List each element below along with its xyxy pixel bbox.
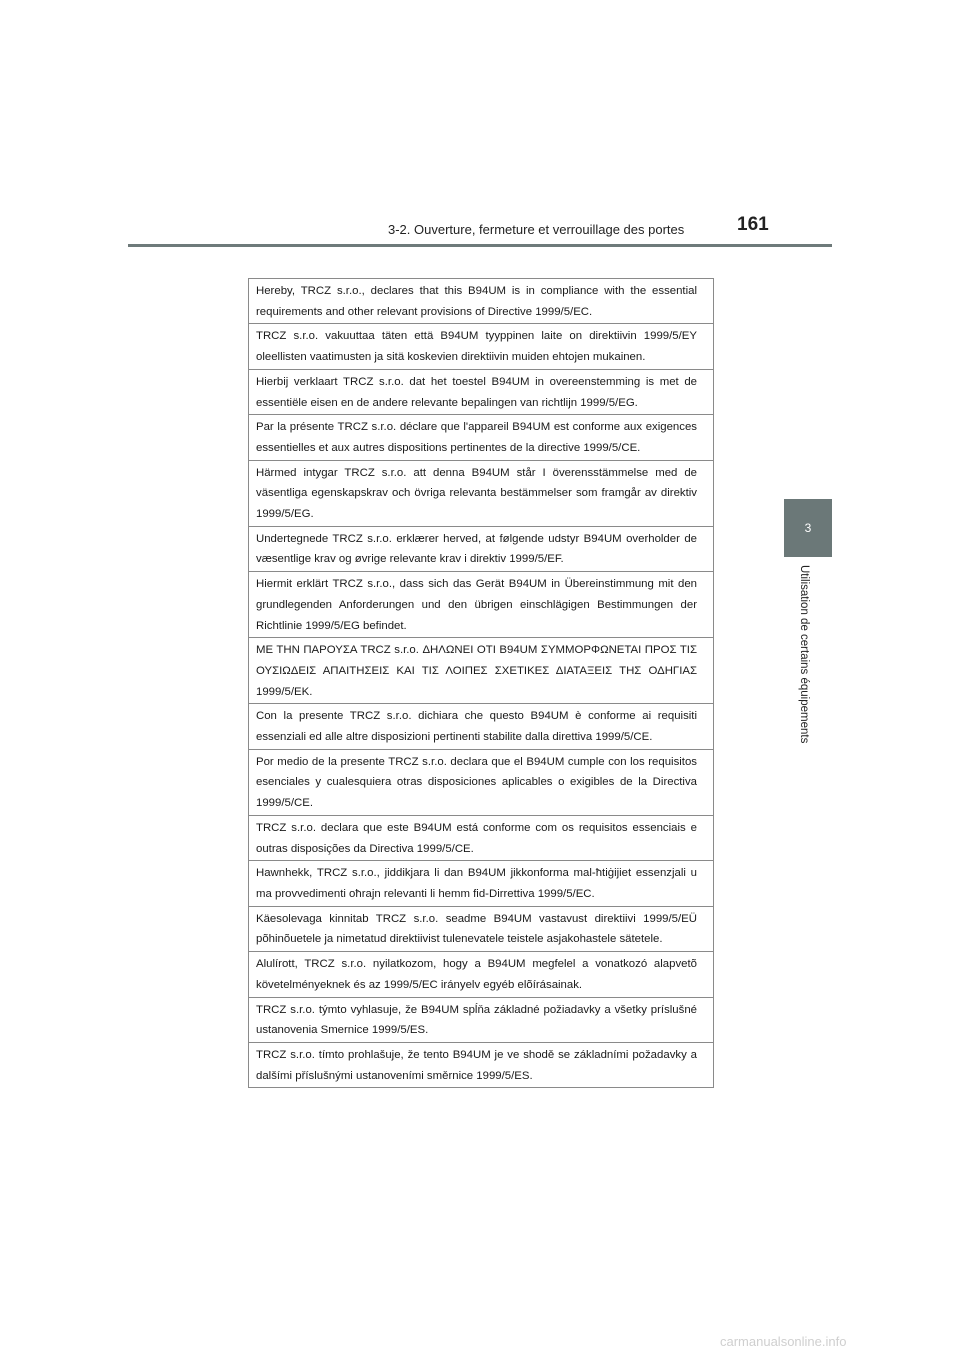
header-divider (128, 244, 832, 247)
chapter-label: Utilisation de certains équipements (798, 565, 810, 744)
page-number: 161 (737, 214, 769, 235)
declaration-row-estonian: Käesolevaga kinnitab TRCZ s.r.o. seadme B94UM vastavust direktiivi 1999/5/EÜ põhinõuetele ja nimetatud direktiivist tulenevatele teistele asjakohastele sätetele. (249, 907, 713, 952)
declaration-row-dutch: Hierbij verklaart TRCZ s.r.o. dat het toestel B94UM in overeenstemming is met de essentiële eisen en de andere relevante bepalingen van richtlijn 1999/5/EG. (249, 370, 713, 415)
chapter-number: 3 (804, 521, 812, 535)
declaration-table (248, 278, 714, 1088)
declaration-row-swedish: Härmed intygar TRCZ s.r.o. att denna B94UM står I överensstämmelse med de väsentliga egenskapskrav och övriga relevanta bestämmelser som framgår av direktiv 1999/5/EG. (249, 461, 713, 527)
declaration-row-czech: TRCZ s.r.o. tímto prohlašuje, že tento B94UM je ve shodě se základními požadavky a dalšími příslušnými ustanoveními směrnice 1999/5/ES. (256, 1048, 697, 1082)
declaration-row-french: Par la présente TRCZ s.r.o. déclare que l'appareil B94UM est conforme aux exigences essentielles et aux autres dispositions pertinentes de la directive 1999/5/CE. (249, 415, 713, 460)
declaration-row-german: Hiermit erklärt TRCZ s.r.o., dass sich das Gerät B94UM in Übereinstimmung mit den grundlegenden Anforderungen und den übrigen einschlägigen Bestimmungen der Richtlinie 1999/5/EG befindet. (249, 572, 713, 638)
watermark: carmanualsonline.info (720, 1334, 847, 1349)
declaration-row-slovak: TRCZ s.r.o. týmto vyhlasuje, že B94UM spĺňa základné požiadavky a všetky príslušné ustanovenia Smernice 1999/5/ES. (249, 998, 713, 1043)
declaration-row-hungarian: Alulírott, TRCZ s.r.o. nyilatkozom, hogy a B94UM megfelel a vonatkozó alapvetõ követelményeknek és az 1999/5/EC irányelv egyéb elõírásainak. (249, 952, 713, 997)
declaration-row-maltese: Hawnhekk, TRCZ s.r.o., jiddikjara li dan B94UM jikkonforma mal-ħtiġijiet essenzjali u ma provvedimenti oħrajn relevanti li hemm fid-Dirrettiva 1999/5/EC. (249, 861, 713, 906)
declaration-row-finnish: TRCZ s.r.o. vakuuttaa täten että B94UM tyyppinen laite on direktiivin 1999/5/EY oleellisten vaatimusten ja sitä koskevien direktiivin muiden ehtojen mukainen. (249, 324, 713, 369)
declaration-row-english: Hereby, TRCZ s.r.o., declares that this B94UM is in compliance with the essential requirements and other relevant provisions of Directive 1999/5/EC. (249, 279, 713, 324)
section-title: 3-2. Ouverture, fermeture et verrouillage des portes (388, 222, 685, 237)
declaration-row-greek: ΜΕ ΤΗΝ ΠΑΡΟΥΣΑ TRCZ s.r.o. ΔΗΛΩΝΕΙ ΟΤΙ B94UM ΣΥΜΜΟΡΦΩΝΕΤΑΙ ΠΡΟΣ ΤΙΣ ΟΥΣΙΩΔΕΙΣ ΑΠΑΙΤΗΣΕΙΣ ΚΑΙ ΤΙΣ ΛΟΙΠΕΣ ΣΧΕΤΙΚΕΣ ΔΙΑΤΑΞΕΙΣ ΤΗΣ ΟΔΗΓΙΑΣ 1999/5/EK. (249, 638, 713, 704)
declaration-row-italian: Con la presente TRCZ s.r.o. dichiara che questo B94UM è conforme ai requisiti essenziali ed alle altre disposizioni pertinenti stabilite dalla direttiva 1999/5/CE. (249, 704, 713, 749)
declaration-row-danish: Undertegnede TRCZ s.r.o. erklærer herved, at følgende udstyr B94UM overholder de væsentlige krav og øvrige relevante krav i direktiv 1999/5/EF. (249, 527, 713, 572)
chapter-tab (784, 499, 832, 557)
declaration-row-spanish: Por medio de la presente TRCZ s.r.o. declara que el B94UM cumple con los requisitos esenciales y cualesquiera otras disposiciones aplicables o exigibles de la Directiva 1999/5/CE. (249, 750, 713, 816)
page-header (0, 0, 960, 250)
declaration-row-portuguese: TRCZ s.r.o. declara que este B94UM está conforme com os requisitos essenciais e outras disposições da Directiva 1999/5/CE. (249, 816, 713, 861)
